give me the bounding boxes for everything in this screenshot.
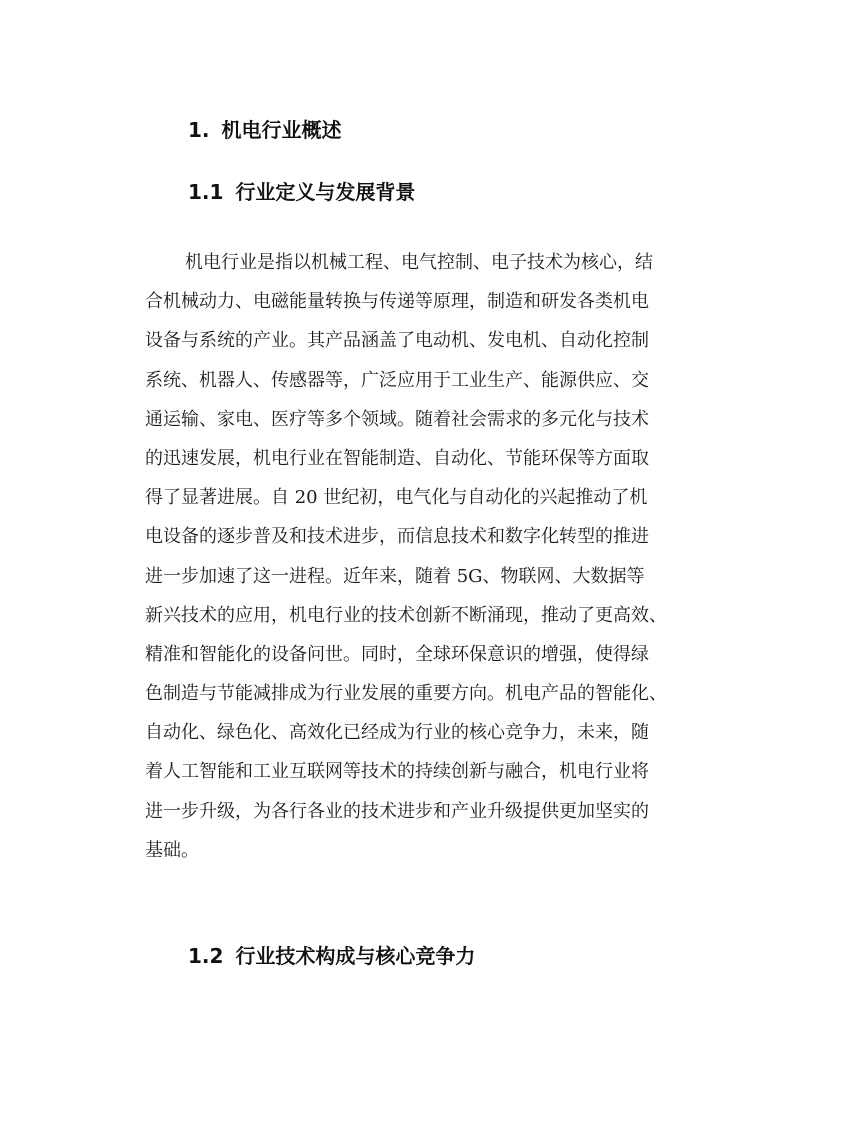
paragraph-line: 进一步升级，为各行各业的技术进步和产业升级提供更加坚实的 <box>145 800 649 822</box>
section-number: 1.1 <box>188 180 224 204</box>
paragraph-line: 电设备的逐步普及和技术进步，而信息技术和数字化转型的推进 <box>145 526 649 548</box>
section-title: 行业技术构成与核心竞争力 <box>235 944 476 968</box>
paragraph-line: 的迅速发展，机电行业在智能制造、自动化、节能环保等方面取 <box>145 447 649 469</box>
section-heading-1-1 <box>188 178 415 206</box>
paragraph-line: 通运输、家电、医疗等多个领域。随着社会需求的多元化与技术 <box>145 408 649 430</box>
section-heading-1 <box>188 116 342 144</box>
paragraph-line: 自动化、绿色化、高效化已经成为行业的核心竞争力，未来，随 <box>145 722 649 744</box>
paragraph-line: 进一步加速了这一进程。近年来，随着 5G、物联网、大数据等 <box>145 565 645 587</box>
paragraph-line: 得了显著进展。自 20 世纪初，电气化与自动化的兴起推动了机 <box>145 487 648 509</box>
paragraph-line: 着人工智能和工业互联网等技术的持续创新与融合，机电行业将 <box>145 761 649 783</box>
paragraph-line: 新兴技术的应用，机电行业的技术创新不断涌现，推动了更高效、 <box>145 604 667 626</box>
paragraph-line: 色制造与节能减排成为行业发展的重要方向。机电产品的智能化、 <box>145 683 667 705</box>
section-number: 1. <box>188 118 210 142</box>
section-title: 机电行业概述 <box>221 118 342 142</box>
section-title: 行业定义与发展背景 <box>235 180 416 204</box>
body-paragraph <box>145 243 705 870</box>
paragraph-line: 设备与系统的产业。其产品涵盖了电动机、发电机、自动化控制 <box>145 330 649 352</box>
section-number: 1.2 <box>188 944 224 968</box>
paragraph-line: 系统、机器人、传感器等，广泛应用于工业生产、能源供应、交 <box>145 369 649 391</box>
paragraph-line: 机电行业是指以机械工程、电气控制、电子技术为核心，结 <box>185 252 653 273</box>
paragraph-line: 基础。 <box>145 839 199 861</box>
section-heading-1-2 <box>188 942 475 970</box>
paragraph-line: 精准和智能化的设备问世。同时，全球环保意识的增强，使得绿 <box>145 643 649 665</box>
paragraph-line: 合机械动力、电磁能量转换与传递等原理，制造和研发各类机电 <box>145 291 649 313</box>
